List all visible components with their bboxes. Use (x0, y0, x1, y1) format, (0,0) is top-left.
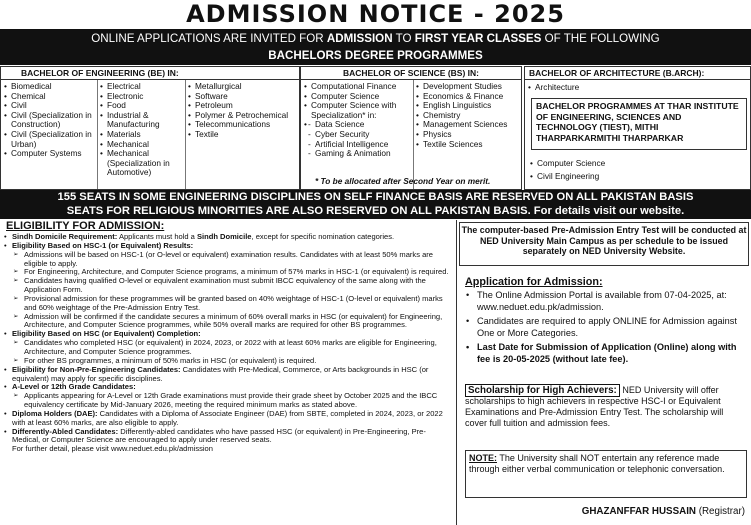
column-divider (456, 220, 457, 525)
bs-heading: BACHELOR OF SCIENCE (BS) IN: (301, 67, 521, 80)
list-item: • Polymer & Petrochemical (187, 111, 297, 121)
notice-title: ADMISSION NOTICE - 2025 (186, 0, 565, 28)
list-item: • Computer Science (529, 157, 729, 170)
non-pre-engineering: • Eligibility for Non-Pre-Engineering Candidates: Candidates with Pre-Medical, Commerce, or Arts backgrounds in HSC (or equivalent) may apply for specific disciplines. (4, 366, 451, 384)
hsc1-heading: • Eligibility Based on HSC-1 (or Equivalent) Results: (4, 242, 451, 251)
list-item: • Food (99, 101, 185, 111)
bs-col-2 (415, 82, 521, 149)
hsc1-item: ➢ Admission will be confirmed if the candidate secures a minimum of 60% overall marks in HSC (or equivalent) for Engineering, Architecture, and Computer Science programmes, while 50% overall marks are required for other BS programmes. (4, 313, 451, 331)
entry-test-box: The computer-based Pre-Admission Entry Test will be conducted at NED University Main Campus as per schedule to be issued separately on NED University Website. (459, 222, 749, 266)
list-item: • Computer Science (303, 92, 413, 102)
list-item: • Mechanical (99, 140, 185, 150)
list-item: • Computer Science with Specialization* in: (303, 101, 413, 120)
seats-line-1: 155 SEATS IN SOME ENGINEERING DISCIPLINES ON SELF FINANCE BASIS ARE RESERVED ON ALL PAKISTAN BASIS (57, 191, 694, 203)
arch-heading: BACHELOR OF ARCHITECTURE (B.ARCH): (525, 67, 750, 80)
list-item: • Metallurgical (187, 82, 297, 92)
eligibility-heading: ELIGIBILITY FOR ADMISSION: (6, 220, 165, 232)
diploma-holders: • Diploma Holders (DAE): Candidates with a Diploma of Associate Engineer (DAE) from SBTE, completed in 2024, 2023, or 2022 with at least 60% marks, are also eligible to apply. (4, 410, 451, 428)
hsc1-item: ➢ Admissions will be based on HSC-1 (or O-level or equivalent) examination results. Candidates with at least 50% marks are eligible to apply. (4, 251, 451, 269)
be-col-2 (99, 82, 185, 178)
list-item: • Computational Finance (303, 82, 413, 92)
list-item: • Physics (415, 130, 521, 140)
list-item: • Last Date for Submission of Application (Online) along with fee is 20-05-2025 (without late fee). (465, 342, 747, 365)
hsc1-item: ➢ For Engineering, Architecture, and Computer Science programs, a minimum of 57% marks in HSC-1 (or equivalent) is required. (4, 268, 451, 277)
list-item: • Civil Engineering (529, 170, 729, 183)
list-item: • The Online Admission Portal is available from 07-04-2025, at: www.neduet.edu.pk/admission. (465, 290, 747, 313)
registrar-name: GHAZANFFAR HUSSAIN (581, 506, 696, 517)
invitation-banner (0, 29, 751, 65)
list-item: • Textile Sciences (415, 140, 521, 150)
list-item: • Civil (3, 101, 95, 111)
list-item: • Materials (99, 130, 185, 140)
banner-line-1: ONLINE APPLICATIONS ARE INVITED FOR ADMISSION TO FIRST YEAR CLASSES OF THE FOLLOWING (91, 32, 660, 45)
banner-line-2: BACHELORS DEGREE PROGRAMMES (268, 49, 483, 62)
list-item: • Candidates are required to apply ONLINE for Admission against One or More Categories. (465, 316, 747, 339)
list-item: • Biomedical (3, 82, 95, 92)
registrar-signature (582, 506, 745, 517)
right-column (459, 220, 749, 525)
list-item: • Software (187, 92, 297, 102)
seats-line-2: SEATS FOR RELIGIOUS MINORITIES ARE ALSO RESERVED ON ALL PAKISTAN BASIS. For details visit our website. (66, 204, 685, 217)
list-item: - Gaming & Animation (307, 149, 413, 159)
further-detail-link[interactable]: For further detail, please visit www.neduet.edu.pk/admission (12, 444, 213, 454)
hsc-item: ➢ For other BS programmes, a minimum of 50% marks in HSC (or equivalent) is required. (4, 357, 451, 366)
list-item: • Mechanical (Specialization in Automotive) (99, 149, 185, 178)
reserved-seats-banner (0, 190, 751, 219)
be-box (0, 66, 300, 190)
bs-col-1 (303, 82, 413, 159)
tiest-list (529, 157, 729, 183)
application-heading: Application for Admission: (465, 276, 603, 288)
list-item: - • Data Science (307, 120, 413, 130)
list-item: • Textile (187, 130, 297, 140)
be-col-3 (187, 82, 297, 140)
application-list (465, 290, 747, 369)
be-col-1 (3, 82, 95, 159)
domicile-requirement: • Sindh Domicile Requirement: Applicants must hold a Sindh Domicile, except for specific nomination categories. (4, 233, 451, 242)
note-box (465, 450, 747, 498)
list-item: • Civil (Specialization in Construction) (3, 111, 95, 130)
alevel-item: ➢ Applicants appearing for A-Level or 12th Grade examinations must provide their grade sheet by October 2025 and the IBCC equivalency certificate by Mid-January 2026, meeting the required minimum marks as stated above. (4, 392, 451, 410)
note-tag: NOTE: (469, 453, 497, 463)
list-item: - Cyber Security (307, 130, 413, 140)
list-item: • Telecommunications (187, 120, 297, 130)
list-item: • Industrial & Manufacturing (99, 111, 185, 130)
scholarship-tag: Scholarship for High Achievers: (465, 384, 620, 397)
list-item: • Chemical (3, 92, 95, 102)
specialization-sublist (303, 120, 413, 158)
list-item: • Management Sciences (415, 120, 521, 130)
registrar-role: (Registrar) (696, 506, 745, 517)
arch-box (524, 66, 751, 190)
list-item: • Petroleum (187, 101, 297, 111)
be-heading: BACHELOR OF ENGINEERING (BE) IN: (1, 67, 299, 80)
bs-box (300, 66, 522, 190)
merit-note: * To be allocated after Second Year on merit. (315, 176, 491, 186)
eligibility-section (0, 220, 455, 525)
scholarship-text: NED University will offer scholarships to high achievers in respective HSC-I or Equivalent Examinations and Pre-Admission Entry Test. The scholarship will cover full tuition and admission fees. (465, 385, 724, 428)
tiest-programmes: BACHELOR PROGRAMMES AT THAR INSTITUTE OF ENGINEERING, SCIENCES AND TECHNOLOGY (TIEST), MITHI THARPARKARMITHI THARPARKAR (531, 98, 747, 150)
list-item: - Artificial Intelligence (307, 140, 413, 150)
list-item: • Chemistry (415, 111, 521, 121)
list-item: • English Linguistics (415, 101, 521, 111)
eligibility-body (0, 233, 455, 454)
list-item: • Development Studies (415, 82, 521, 92)
note-text: The University shall NOT entertain any reference made through either verbal communication or telephonic conversation. (469, 453, 725, 474)
list-item: • Economics & Finance (415, 92, 521, 102)
arch-list (527, 83, 727, 93)
hsc-item: ➢ Candidates who completed HSC (or equivalent) in 2024, 2023, or 2022 with at least 60% marks are eligible for Engineering, Architecture, and Computer Science programmes. (4, 339, 451, 357)
hsc1-item: ➢ Candidates having qualified O-level or equivalent examination must submit IBCC equivalency of the same along with the Application Form. (4, 277, 451, 295)
hsc-heading: • Eligibility Based on HSC (or Equivalent) Completion: (4, 330, 451, 339)
list-item: • Civil (Specialization in Urban) (3, 130, 95, 149)
list-item: • Computer Systems (3, 149, 95, 159)
programs-section (0, 66, 751, 190)
hsc1-item: ➢ Provisional admission for these programmes will be granted based on 40% weightage of HSC-1 (O-level or equivalent) marks and 60% weightage of the Pre-Admission Entry Test. (4, 295, 451, 313)
differently-abled: • Differently-Abled Candidates: Differently-abled candidates who have passed HSC (or equivalent) in Pre-Engineering, Pre-Medical, or Computer Science are encouraged to apply under reserved seats. (4, 428, 451, 446)
alevel-heading: • A-Level or 12th Grade Candidates: (4, 383, 451, 392)
list-item: • Architecture (527, 83, 727, 93)
list-item: • Electrical (99, 82, 185, 92)
list-item: • Electronic (99, 92, 185, 102)
scholarship-block (465, 385, 747, 435)
